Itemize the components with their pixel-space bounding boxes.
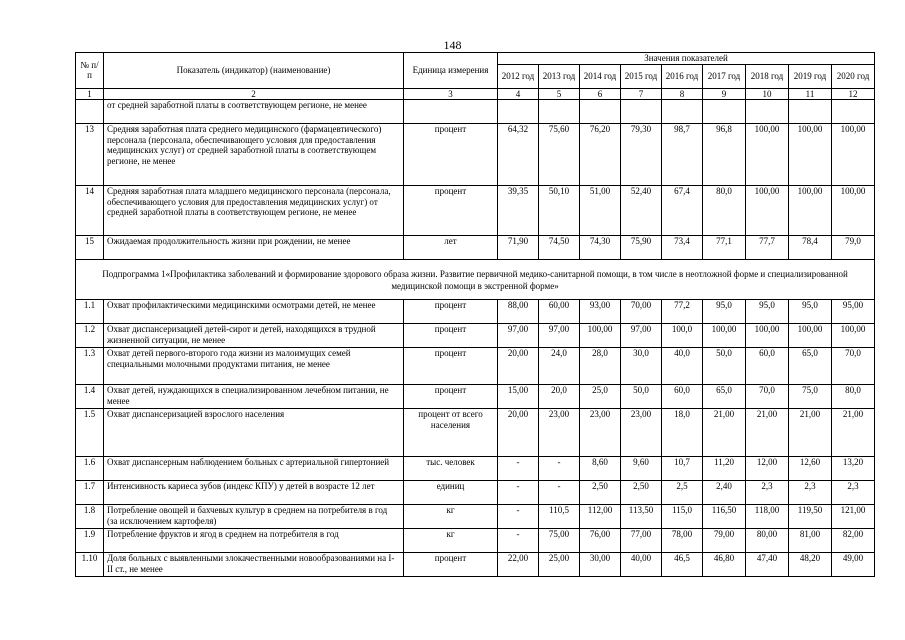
row-value: 75,0 <box>789 385 832 409</box>
row-value: 21,00 <box>746 409 789 457</box>
header-col-number: 6 <box>580 88 621 100</box>
row-value: 75,90 <box>621 236 662 260</box>
row-indicator-name: Охват диспансеризацией взрослого населения <box>104 409 404 457</box>
row-value: 23,00 <box>621 409 662 457</box>
row-unit: единиц <box>404 481 498 505</box>
row-value: 95,0 <box>746 300 789 324</box>
header-col-number: 10 <box>746 88 789 100</box>
header-col-number: 7 <box>621 88 662 100</box>
table-row <box>76 100 875 124</box>
row-indicator-name: Охват диспансеризацией детей-сирот и детей, находящихся в трудной жизненной ситуации, не менее <box>104 324 404 348</box>
row-value: 119,50 <box>789 505 832 529</box>
row-value: 81,00 <box>789 529 832 553</box>
row-value: 60,00 <box>539 300 580 324</box>
row-value: - <box>539 457 580 481</box>
row-value: 100,00 <box>789 186 832 236</box>
row-value: 77,2 <box>662 300 703 324</box>
row-value: 25,0 <box>580 385 621 409</box>
row-value: 80,0 <box>703 186 746 236</box>
row-value: 12,60 <box>789 457 832 481</box>
header-col-number: 11 <box>789 88 832 100</box>
row-unit: процент <box>404 324 498 348</box>
header-year: 2012 год <box>498 64 539 88</box>
row-value: 76,00 <box>580 529 621 553</box>
row-unit: процент <box>404 348 498 385</box>
row-value: 15,00 <box>498 385 539 409</box>
row-value: 78,00 <box>662 529 703 553</box>
row-value: 23,00 <box>539 409 580 457</box>
row-value: 75,60 <box>539 124 580 186</box>
row-number: 1.2 <box>76 324 104 348</box>
row-value: 8,60 <box>580 457 621 481</box>
header-col-number: 3 <box>404 88 498 100</box>
header-col-number: 12 <box>832 88 875 100</box>
table-row <box>76 124 875 186</box>
row-value: 50,10 <box>539 186 580 236</box>
row-value: 48,20 <box>789 553 832 577</box>
row-value: 97,00 <box>621 324 662 348</box>
row-value: 112,00 <box>580 505 621 529</box>
row-value: 79,30 <box>621 124 662 186</box>
row-indicator-name: Ожидаемая продолжительность жизни при рождении, не менее <box>104 236 404 260</box>
table-row <box>76 324 875 348</box>
row-value: 97,00 <box>539 324 580 348</box>
row-value: 80,0 <box>832 385 875 409</box>
header-year: 2016 год <box>662 64 703 88</box>
row-value: 60,0 <box>662 385 703 409</box>
row-value: 65,0 <box>703 385 746 409</box>
row-number: 1.6 <box>76 457 104 481</box>
table-row <box>76 385 875 409</box>
row-value: 49,00 <box>832 553 875 577</box>
subprogram-title: Подпрограмма 1«Профилактика заболеваний и формирование здорового образа жизни. Развитие первичной медико-санитарной помощи, в том числе в неотложной форме и специализированной медицинской помощи в экстренной форме» <box>76 260 875 300</box>
row-value: 115,0 <box>662 505 703 529</box>
table-row <box>76 409 875 457</box>
header-col-number: 9 <box>703 88 746 100</box>
row-value: 118,00 <box>746 505 789 529</box>
row-value: 79,0 <box>832 236 875 260</box>
row-value: 95,0 <box>789 300 832 324</box>
row-value: 76,20 <box>580 124 621 186</box>
row-indicator-name: Потребление фруктов и ягод в среднем на потребителя в год <box>104 529 404 553</box>
row-value: 50,0 <box>621 385 662 409</box>
row-indicator-name: Средняя заработная плата младшего медицинского персонала (персонала, обеспечивающего условия для предоставления медицинских услуг) от средней заработной платы в соответствующем регионе, не менее <box>104 186 404 236</box>
row-value: 52,40 <box>621 186 662 236</box>
row-indicator-name: Охват профилактическими медицинскими осмотрами детей, не менее <box>104 300 404 324</box>
row-unit: процент <box>404 385 498 409</box>
row-value: 74,30 <box>580 236 621 260</box>
header-year: 2013 год <box>539 64 580 88</box>
row-value: 2,3 <box>832 481 875 505</box>
row-indicator-name: от средней заработной платы в соответствующем регионе, не менее <box>104 100 404 124</box>
row-number: 1.10 <box>76 553 104 577</box>
table-row <box>76 348 875 385</box>
row-value: 113,50 <box>621 505 662 529</box>
row-value: 80,00 <box>746 529 789 553</box>
row-value: 71,90 <box>498 236 539 260</box>
header-year: 2020 год <box>832 64 875 88</box>
row-value: 75,00 <box>539 529 580 553</box>
row-value: 60,0 <box>746 348 789 385</box>
row-indicator-name: Средняя заработная плата среднего медицинского (фармацевтического) персонала (персонала, обеспечивающего условия для предоставления медицинских услуг) от средней заработной платы в соответствующем регионе, не менее <box>104 124 404 186</box>
table-row <box>76 505 875 529</box>
row-indicator-name: Охват детей первого-второго года жизни из малоимущих семей специальными молочными продуктами питания, не менее <box>104 348 404 385</box>
row-value: 100,00 <box>746 124 789 186</box>
row-value: - <box>498 457 539 481</box>
row-unit: процент от всего населения <box>404 409 498 457</box>
row-value: 51,00 <box>580 186 621 236</box>
row-value: 2,40 <box>703 481 746 505</box>
row-value <box>789 100 832 124</box>
row-value: 22,00 <box>498 553 539 577</box>
header-year: 2014 год <box>580 64 621 88</box>
header-year: 2015 год <box>621 64 662 88</box>
row-value: 97,00 <box>498 324 539 348</box>
row-value: 77,1 <box>703 236 746 260</box>
row-value: 30,0 <box>621 348 662 385</box>
row-value: 25,00 <box>539 553 580 577</box>
header-year: 2017 год <box>703 64 746 88</box>
row-number: 1.7 <box>76 481 104 505</box>
row-number <box>76 100 104 124</box>
row-value: 100,00 <box>789 124 832 186</box>
header-values-group: Значения показателей <box>498 53 875 65</box>
row-unit: процент <box>404 186 498 236</box>
row-number: 15 <box>76 236 104 260</box>
row-value: 100,00 <box>832 324 875 348</box>
row-number: 1.9 <box>76 529 104 553</box>
row-value: 116,50 <box>703 505 746 529</box>
row-value: 39,35 <box>498 186 539 236</box>
row-value: - <box>498 505 539 529</box>
header-col-number: 5 <box>539 88 580 100</box>
table-row <box>76 553 875 577</box>
row-value: 11,20 <box>703 457 746 481</box>
row-value: 46,80 <box>703 553 746 577</box>
page-number: 148 <box>443 38 462 52</box>
indicators-table <box>75 52 875 577</box>
row-value: 64,32 <box>498 124 539 186</box>
header-indicator: Показатель (индикатор) (наименование) <box>104 53 404 89</box>
row-value: 100,00 <box>832 124 875 186</box>
header-year: 2018 год <box>746 64 789 88</box>
row-value: 100,0 <box>662 324 703 348</box>
row-value: 93,00 <box>580 300 621 324</box>
row-value: 18,0 <box>662 409 703 457</box>
row-unit: процент <box>404 553 498 577</box>
row-value: 100,00 <box>789 324 832 348</box>
row-indicator-name: Доля больных с выявленными злокачественными новообразованиями на I-II ст., не менее <box>104 553 404 577</box>
row-value <box>539 100 580 124</box>
row-value: 2,3 <box>789 481 832 505</box>
row-unit: процент <box>404 124 498 186</box>
row-value: 13,20 <box>832 457 875 481</box>
row-unit <box>404 100 498 124</box>
row-value: 74,50 <box>539 236 580 260</box>
row-value: 21,00 <box>832 409 875 457</box>
row-indicator-name: Потребление овощей и бахчевых культур в среднем на потребителя в год (за исключением картофеля) <box>104 505 404 529</box>
row-value: 10,7 <box>662 457 703 481</box>
row-value <box>580 100 621 124</box>
row-value: 40,0 <box>662 348 703 385</box>
row-value <box>621 100 662 124</box>
row-number: 1.8 <box>76 505 104 529</box>
row-value: 23,00 <box>580 409 621 457</box>
row-indicator-name: Охват диспансерным наблюдением больных с артериальной гипертонией <box>104 457 404 481</box>
row-number: 14 <box>76 186 104 236</box>
header-num: № п/п <box>76 53 104 89</box>
header-year: 2019 год <box>789 64 832 88</box>
subprogram-row <box>76 260 875 300</box>
row-number: 1.4 <box>76 385 104 409</box>
row-unit: кг <box>404 529 498 553</box>
row-value: 2,50 <box>621 481 662 505</box>
table-row <box>76 529 875 553</box>
row-unit: тыс. человек <box>404 457 498 481</box>
row-value: 20,0 <box>539 385 580 409</box>
row-value: 40,00 <box>621 553 662 577</box>
row-value <box>746 100 789 124</box>
header-col-number: 8 <box>662 88 703 100</box>
row-unit: кг <box>404 505 498 529</box>
row-value: 2,5 <box>662 481 703 505</box>
row-value: 98,7 <box>662 124 703 186</box>
row-value: 28,0 <box>580 348 621 385</box>
header-unit: Единица измерения <box>404 53 498 89</box>
row-value <box>703 100 746 124</box>
table-row <box>76 236 875 260</box>
row-value: 24,0 <box>539 348 580 385</box>
row-value: 12,00 <box>746 457 789 481</box>
row-value: 2,50 <box>580 481 621 505</box>
row-value: 96,8 <box>703 124 746 186</box>
row-value: 100,00 <box>746 324 789 348</box>
row-value: 2,3 <box>746 481 789 505</box>
row-unit: лет <box>404 236 498 260</box>
row-value: 77,00 <box>621 529 662 553</box>
row-value: - <box>539 481 580 505</box>
row-value: 65,0 <box>789 348 832 385</box>
row-value: 73,4 <box>662 236 703 260</box>
row-value: 20,00 <box>498 409 539 457</box>
row-value: - <box>498 481 539 505</box>
table-row <box>76 186 875 236</box>
row-value: 67,4 <box>662 186 703 236</box>
row-value: 9,60 <box>621 457 662 481</box>
row-value: 100,00 <box>580 324 621 348</box>
row-indicator-name: Интенсивность кариеса зубов (индекс КПУ) у детей в возрасте 12 лет <box>104 481 404 505</box>
row-number: 1.1 <box>76 300 104 324</box>
row-value <box>498 100 539 124</box>
row-value: 20,00 <box>498 348 539 385</box>
row-unit: процент <box>404 300 498 324</box>
row-value: 100,00 <box>703 324 746 348</box>
row-value: 70,00 <box>621 300 662 324</box>
row-value: 50,0 <box>703 348 746 385</box>
row-value: 121,00 <box>832 505 875 529</box>
header-col-number: 2 <box>104 88 404 100</box>
row-value: - <box>498 529 539 553</box>
row-value <box>832 100 875 124</box>
table-row <box>76 457 875 481</box>
header-col-number: 1 <box>76 88 104 100</box>
row-value: 110,5 <box>539 505 580 529</box>
row-value: 95,00 <box>832 300 875 324</box>
row-value: 46,5 <box>662 553 703 577</box>
header-col-number: 4 <box>498 88 539 100</box>
row-number: 1.3 <box>76 348 104 385</box>
row-value: 77,7 <box>746 236 789 260</box>
table-row <box>76 481 875 505</box>
row-number: 13 <box>76 124 104 186</box>
row-value: 21,00 <box>789 409 832 457</box>
row-value: 95,0 <box>703 300 746 324</box>
row-value: 100,00 <box>746 186 789 236</box>
row-value: 100,00 <box>832 186 875 236</box>
row-value: 82,00 <box>832 529 875 553</box>
row-indicator-name: Охват детей, нуждающихся в специализированном лечебном питании, не менее <box>104 385 404 409</box>
row-value <box>662 100 703 124</box>
row-value: 30,00 <box>580 553 621 577</box>
row-value: 47,40 <box>746 553 789 577</box>
row-number: 1.5 <box>76 409 104 457</box>
row-value: 79,00 <box>703 529 746 553</box>
row-value: 21,00 <box>703 409 746 457</box>
row-value: 88,00 <box>498 300 539 324</box>
row-value: 70,0 <box>746 385 789 409</box>
row-value: 78,4 <box>789 236 832 260</box>
row-value: 70,0 <box>832 348 875 385</box>
table-row <box>76 300 875 324</box>
